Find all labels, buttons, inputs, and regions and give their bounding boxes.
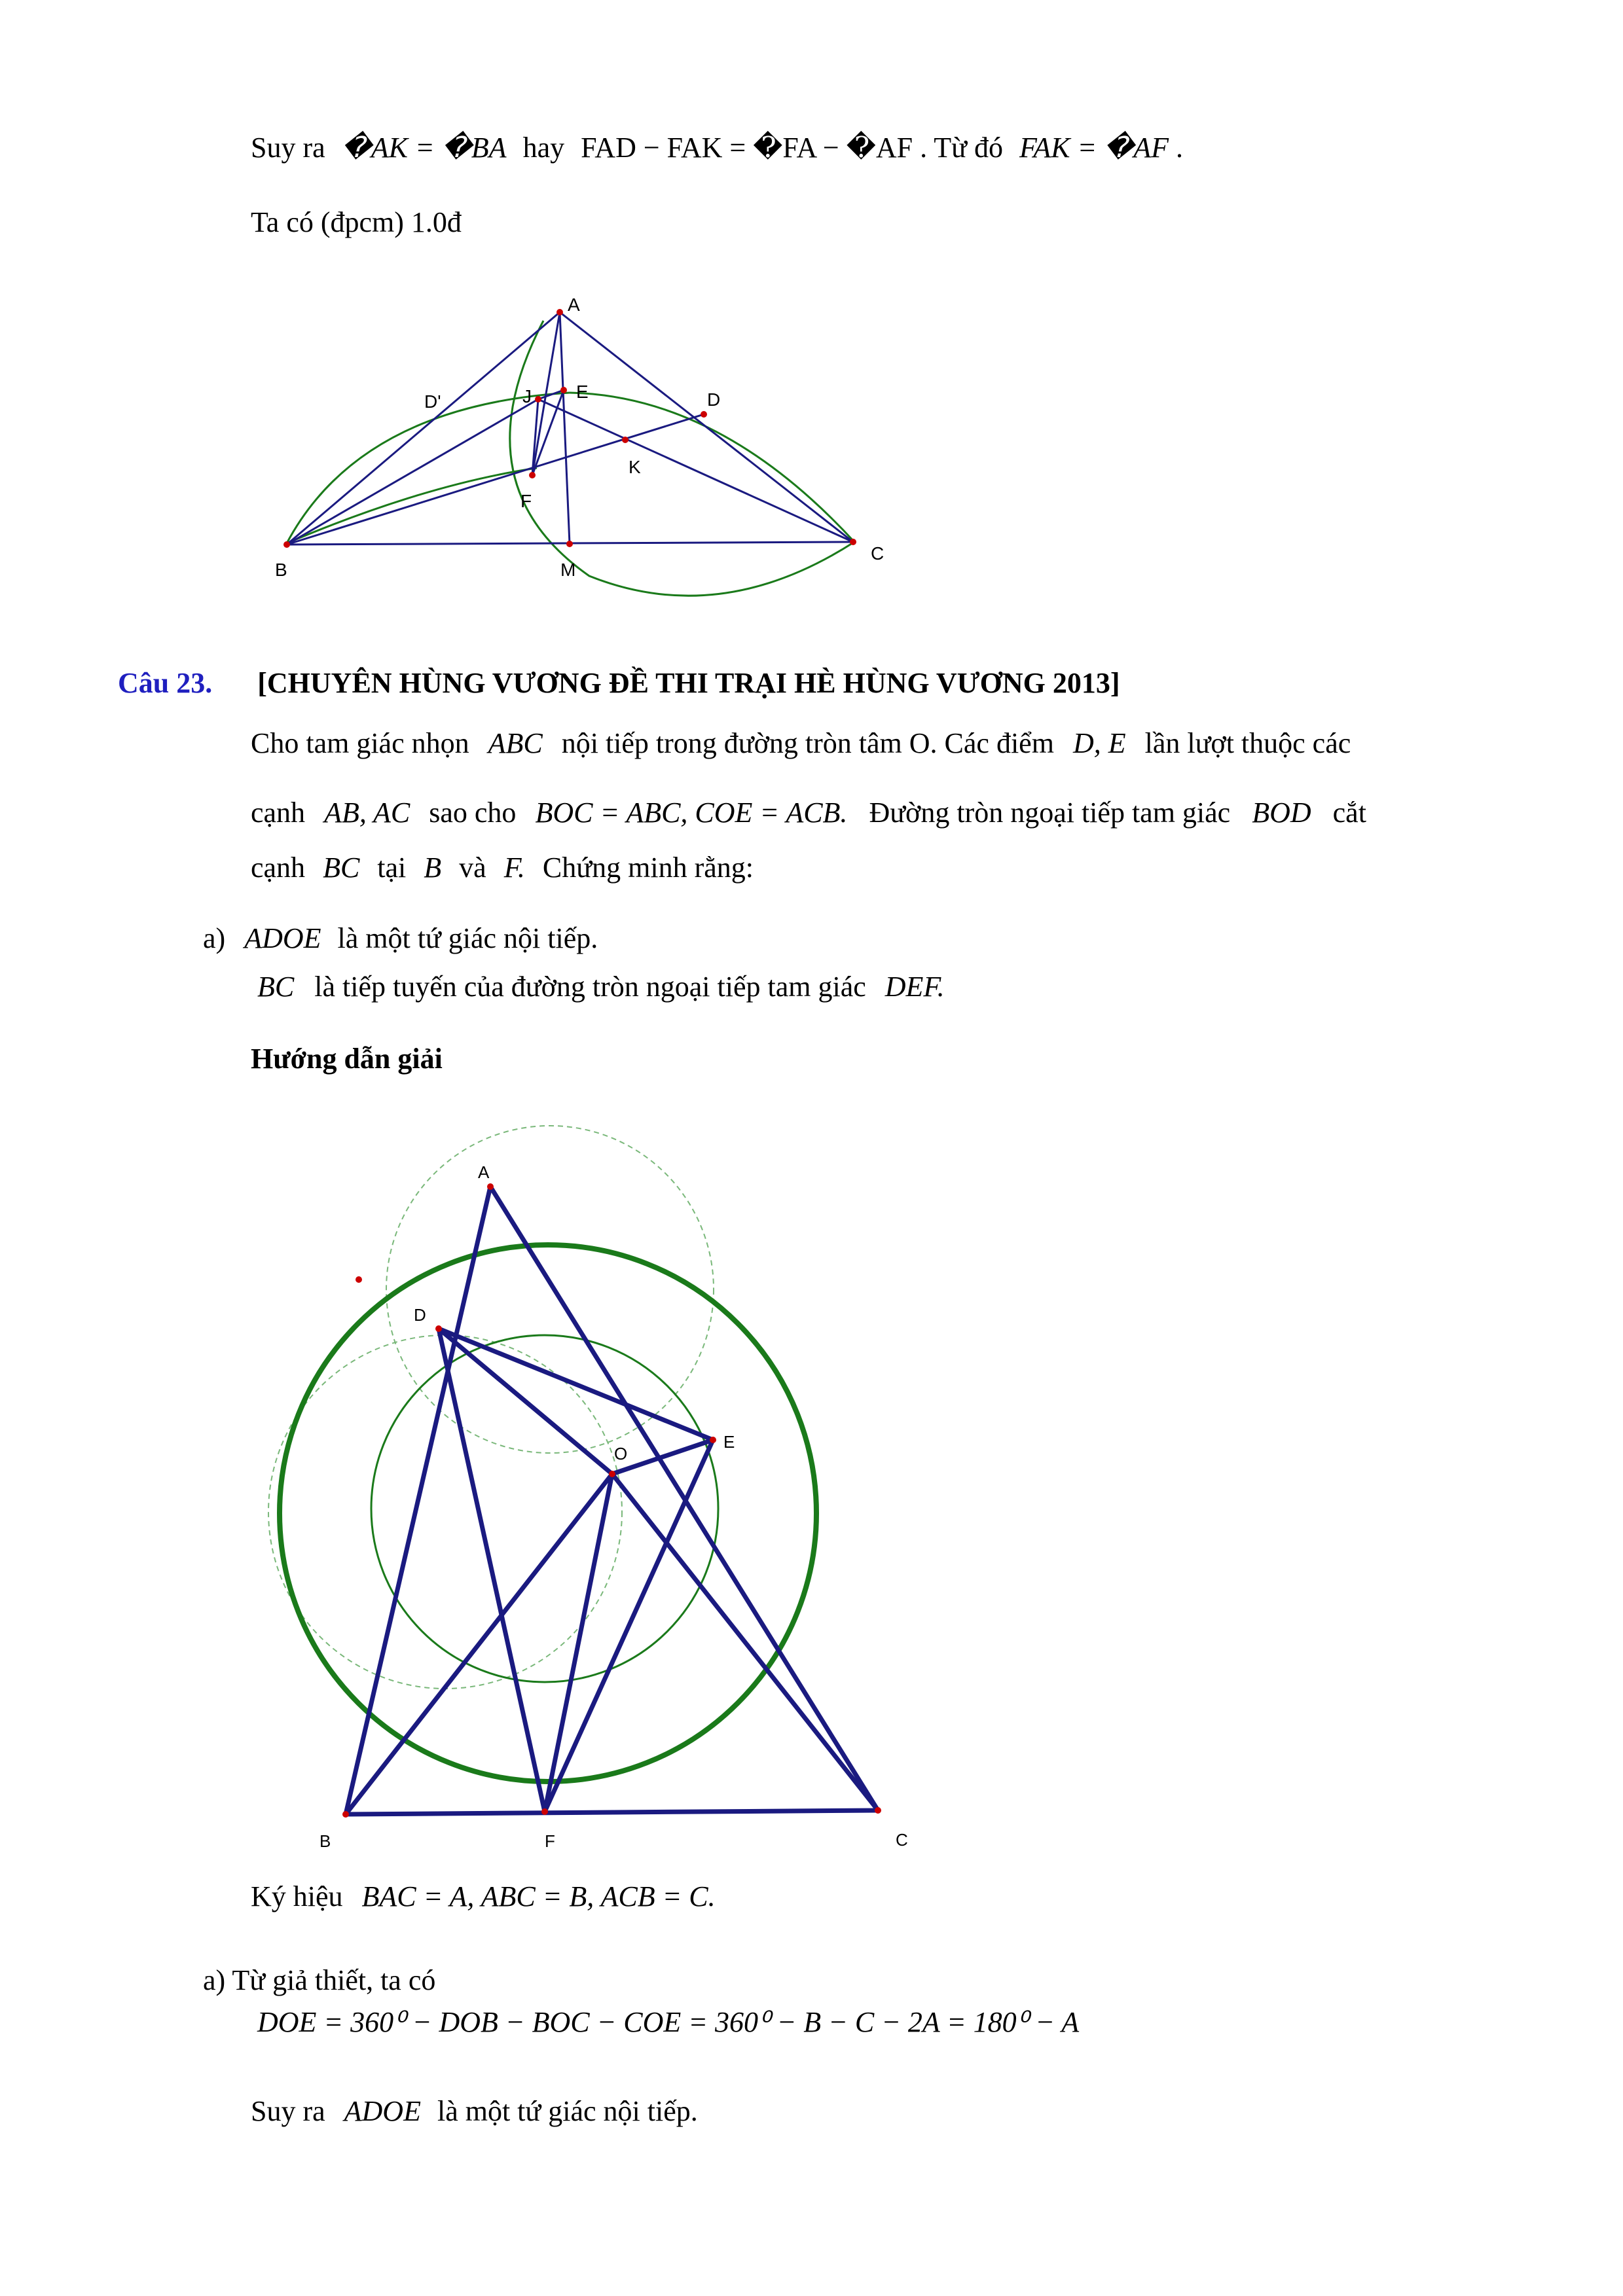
point-e2 — [710, 1437, 716, 1443]
q3-math-bc: BC — [323, 852, 360, 884]
point-m — [566, 541, 573, 547]
point-b — [283, 541, 290, 548]
label-b: B — [275, 560, 287, 580]
point-k — [622, 437, 629, 443]
label-j: J — [522, 386, 532, 406]
point-b2 — [342, 1811, 349, 1818]
item-a-text: là một tứ giác nội tiếp. — [337, 922, 598, 954]
text-hay: hay — [522, 132, 565, 164]
label-c2: C — [896, 1830, 908, 1850]
segment-bd — [287, 414, 704, 545]
q2-text-c: Đường tròn ngoại tiếp tam giác — [869, 797, 1231, 829]
label-a2: A — [478, 1162, 490, 1182]
triangle-abc — [346, 1187, 878, 1814]
q2-text-a: cạnh — [251, 797, 306, 829]
item-b-math: BC — [257, 971, 295, 1003]
label-f: F — [520, 491, 532, 511]
q2-text-d: cắt — [1332, 797, 1366, 829]
point-c2 — [875, 1807, 881, 1814]
segment-bj — [287, 399, 538, 545]
equation-angle-fak: FAK = �AF — [1019, 132, 1169, 164]
point-e — [560, 387, 567, 393]
q3-text-c: và — [459, 852, 486, 884]
point-a — [556, 309, 563, 315]
notation-label: Ký hiệu — [251, 1880, 343, 1912]
q1-math-de: D, E — [1072, 727, 1126, 759]
point-d2 — [435, 1325, 442, 1332]
conclusion-math: ADOE — [344, 2095, 421, 2127]
item-a — [203, 919, 598, 958]
equation-angle-difference: FAD − FAK = �FA − �AF — [581, 132, 913, 164]
q2-math-bod: BOD — [1252, 797, 1311, 829]
point-extra — [356, 1276, 362, 1283]
item-b-math-def: DEF. — [884, 971, 945, 1003]
q1-math-abc: ABC — [488, 727, 543, 759]
circle-arc-right-top — [570, 393, 854, 542]
point-o2 — [609, 1471, 615, 1477]
q3-text-d: Chứng minh rằng: — [542, 852, 754, 884]
point-a2 — [487, 1183, 494, 1190]
label-c: C — [871, 543, 884, 564]
conclusion-text-b: là một tứ giác nội tiếp. — [437, 2095, 698, 2127]
segment-ab — [287, 312, 560, 545]
question-source: [CHUYÊN HÙNG VƯƠNG ĐỀ THI TRẠI HÈ HÙNG VƯƠNG 2013] — [257, 667, 1120, 699]
label-a: A — [568, 295, 580, 315]
q1-text-a: Cho tam giác nhọn — [251, 727, 469, 759]
segment-am — [560, 312, 570, 544]
conclusion-text-a: Suy ra — [251, 2095, 325, 2127]
label-d2: D — [414, 1305, 426, 1325]
label-d: D — [707, 389, 721, 410]
question-line-3 — [251, 848, 754, 888]
item-a-label: a) — [203, 922, 226, 954]
q3-math-b: B — [424, 852, 442, 884]
q1-text-b: nội tiếp trong đường tròn tâm O. Các điểm — [561, 727, 1054, 759]
segment-ac — [560, 312, 853, 542]
segment-df — [439, 1329, 545, 1812]
point-f — [529, 472, 536, 478]
q3-text-b: tại — [377, 852, 407, 884]
label-b2: B — [319, 1831, 331, 1851]
point-j — [535, 396, 541, 403]
circle-def — [371, 1335, 718, 1682]
part-a-intro: a) Từ giả thiết, ta có — [203, 1964, 436, 1996]
segment-de — [439, 1329, 713, 1440]
label-d-prime: D' — [424, 391, 441, 412]
q3-math-f: F. — [503, 852, 525, 884]
q1-text-c: lần lượt thuộc các — [1144, 727, 1351, 759]
q2-text-b: sao cho — [429, 797, 517, 829]
point-c — [850, 539, 856, 545]
item-b — [257, 967, 945, 1007]
item-a-math: ADOE — [244, 922, 321, 954]
geometry-figure-1 — [262, 288, 956, 628]
point-d — [701, 411, 707, 418]
question-number: Câu 23. — [118, 667, 213, 699]
label-f2: F — [545, 1831, 555, 1851]
part-a-equation: DOE = 360⁰ − DOB − BOC − COE = 360⁰ − B − C − 2A = 180⁰ − A — [257, 2006, 1080, 2038]
q2-math-ab-ac: AB, AC — [324, 797, 410, 829]
point-f2 — [541, 1808, 548, 1815]
solution-heading: Hướng dẫn giải — [251, 1043, 443, 1075]
text-period: . — [1176, 132, 1184, 164]
segment-fo — [545, 1474, 612, 1812]
proof-done-line: Ta có (đpcm) 1.0đ — [251, 206, 462, 238]
notation-math: BAC = A, ABC = B, ACB = C. — [361, 1880, 716, 1912]
conclusion-line-1 — [251, 128, 1183, 168]
question-header — [118, 664, 1120, 703]
question-line-2 — [251, 793, 1366, 833]
geometry-figure-2 — [262, 1126, 956, 1851]
label-m: M — [560, 560, 576, 580]
q2-math-angles: BOC = ABC, COE = ACB. — [535, 797, 848, 829]
circle-aod-dashed — [386, 1126, 714, 1453]
notation-line — [251, 1877, 716, 1916]
equation-angle-dak: �AK = �BA — [341, 132, 507, 164]
q3-text-a: cạnh — [251, 852, 306, 884]
text-tu-do: . Từ đó — [920, 132, 1004, 164]
conclusion-line — [251, 2092, 698, 2131]
label-e2: E — [723, 1432, 735, 1452]
label-e: E — [576, 382, 589, 402]
label-k: K — [629, 457, 641, 477]
label-o2: O — [614, 1444, 628, 1463]
text-suy-ra: Suy ra — [251, 132, 325, 164]
item-b-text: là tiếp tuyến của đường tròn ngoại tiếp tam giác — [314, 971, 866, 1003]
question-line-1 — [251, 724, 1519, 763]
circle-main — [280, 1245, 816, 1782]
